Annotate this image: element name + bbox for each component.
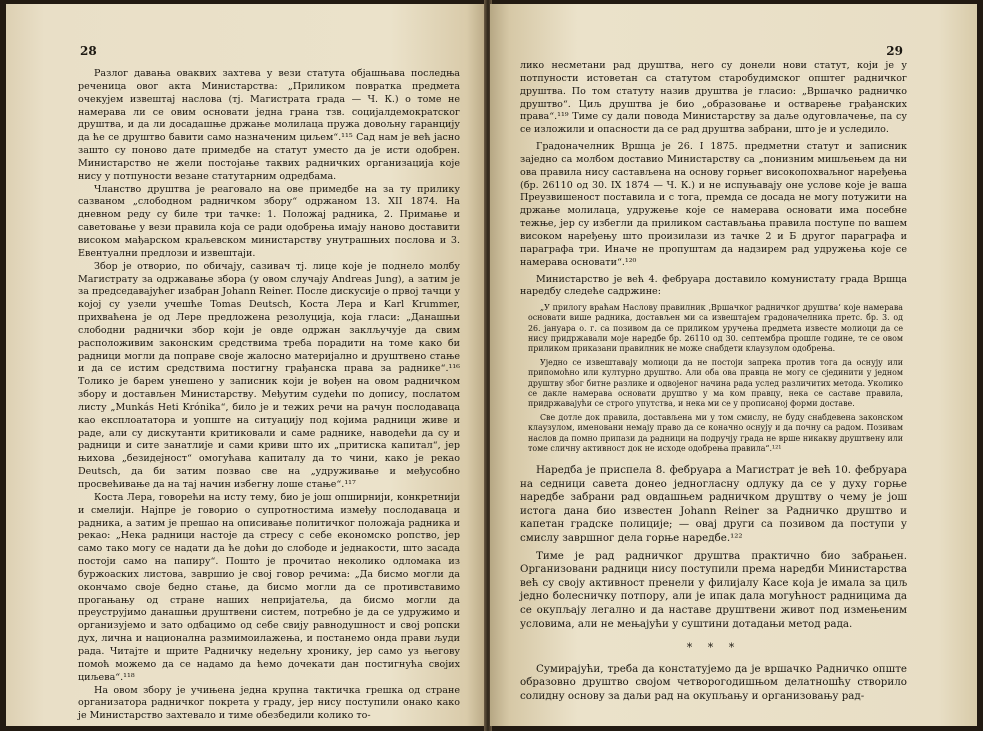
right-page	[490, 4, 977, 726]
paragraph: Чланство друштва је реаговало на ове примедбе на за ту прилику сазваном „слободном радничком збору“ одржаном 13. XII 1874. На дневном реду су биле три тачке: 1. Положај радника, 2. Примање и саветовање у вези правила која се ради одобрења имају наново доставити високом мађарском краљевском министарству унутрашњих послова и 3. Евентуални предлози и извештаји.	[78, 183, 460, 259]
page-number-left: 28	[80, 44, 97, 58]
left-page-text	[78, 68, 460, 723]
section-separator: * * *	[686, 641, 741, 655]
large-text-section	[520, 464, 907, 704]
block-quote	[528, 303, 903, 454]
paragraph: Тиме је рад радничког друштва практично био забрањен. Организовани радници нису поступили према наредби Министарства већ су своју активност пренели у филијалу Касе која је имала за циљ једно болесничку потпору, али је ипак дала могућност радницима да се окупљају легално и да наставе друштвени живот под измењеним условима, али не мењајући у суштини дотадањи метод рада.	[520, 549, 907, 630]
right-page-text	[520, 60, 907, 704]
paragraph: Наредба је приспела 8. фебруара а Магистрат је већ 10. фебруара на седници савета донео једногласну одлуку да се у духу горње наредбе забрани рад овдашњем радничком друштву о чему је још истога дана био известен Johann Reiner за Радничко друштво и капетан градске полиције; — овај други са позивом да поступи у смислу завршног дела горње наредбе.¹²²	[520, 464, 907, 544]
page-number-right: 29	[886, 44, 903, 58]
paragraph: Сумирајући, треба да констатујемо да је вршачко Радничко опште образовно друштво својом четворогодишњом делатношћу створило солидну основу за даљи рад на окупљању и организовању рад-	[520, 662, 907, 702]
paragraph: Министарство је већ 4. фебруара доставило комунистату града Вршца наредбу следеће садржине:	[520, 273, 907, 298]
paragraph: На овом збору је учињена једна крупна тактичка грешка од стране организатора радничког покрета у граду, јер нису поступили онако како је Министарство захтевало и тиме обезбедили колико то-	[78, 684, 460, 722]
paragraph: Коста Лера, говорећи на исту тему, био је још опширнији, конкретнији и смелији. Најпре је говорио о супротностима између послодаваца и радника, а затим је прешао на описивање политичког положаја радника и рекао: „Нека радници настоје да стресу с себе економско ропство, јер само тако могу се надати да ће доћи до слободе и једнакости, што засада постоји само на папиру“. Пошто је прочитао неколико одломака из буржоаских листова, завршио је свој говор речима: „Да бисмо могли да окончамо своје бедно стање, да бисмо могли да се противставимо прогањању од стране наших непријатеља, да бисмо могли да преуструјимо данашњи друштвени систем, потребно је да се удружимо и организујемо и зато одбацимо од себе свију равнодушност и свој ропски дух, лична и национална размимоилажења, и постанемо онда прави људи рада. Читајте и шрите Радничку недељну хронику, јер само уз његову помоћ можемо да се надамо да ћемо дочекати дан постигнућа својих циљева“.¹¹⁸	[78, 491, 460, 683]
quote-paragraph: „У прилогу враћам Наслову правилник ‚Вршачког радничког друштва‘ које намерава основати више радника, достављен ми са извештајем градоначелника претс. бр. 3. од 26. јануара о. г. са позивом да се приликом уручења предмета известе молиоци да се нису придржавали моје наредбе бр. 26110 од 30. септембра прошле године, те се овом приликом приказани правилник не може снабдети клаузулом одобрења.	[528, 303, 903, 353]
paragraph: Градоначелник Вршца је 26. I 1875. предметни статут и записник заједно са молбом доставио Министарству са „понизним мишљењем да ни ова правила нису састављена на основу горњег високопохваљног наређења (бр. 26110 од 30. IX 1874 — Ч. К.) и не испуњавају оне услове које је ваша Преузвишеност поставила и с тога, премда се досада не могу потужити на држање молилаца, удружење које се намерава основати има посебне тежње, јер су избегли да приликом састављања правила поступе по вашем високом наређењу што произилази из тачке 2 и Б другог параграфа и параграфа три. Иначе не пропуштам да надзирем рад удружења које се намерава основати“.¹²⁰	[520, 141, 907, 268]
paragraph: Збор је отворио, по обичају, сазивач тј. лице које је поднело молбу Магистрату за одржавање збора (у овом случају Andreas Jung), а затим је за председавајућег изабран Johann Reiner. После дискусије о првој тачци у којој су узели учешће Tomas Deutsch, Коста Лера и Karl Krummer, прихваћена је од Лере предложена резолуција, која гласи: „Данашњи слободни раднички збор који је овде одржан заклључује да свим расположивим законским средствима треба порадити на томе како би радници могли да поправе своје жалосно материјално и друштвено стање и да се истим средствима постигну грађанска права за раднике“.¹¹⁶ Толико је барем унешено у записник који је вођен на овом радничком збору и достављен Министарству. Међутим судећи по допису, послатом листу „Munkás Heti Krónika“, било је и тежих речи на рачун послодаваца као експлоататора и уопште на ситуацију под којима радници живе и раде, али су дискутанти критиковали и саме раднике, наводећи да су и радници и сите занатлије и сами криви што их „притиска капитал“, јер њихова „безидејност“ омогућава капиталу да то чини, како је рекао Deutsch, да би затим позвао све на „удруживање и међусобно просвећивање да на тај начин избегну лоше стање“.¹¹⁷	[78, 260, 460, 490]
paragraph: лико несметани рад друштва, него су донели нови статут, који је у потпуности истоветан са статутом старобудимског општег радничког друштва. По том статуту назив друштва је гласио: „Вршачко радничко друштво“. Циљ друштва је био „образовање и остварење грађанских права“.¹¹⁹ Тиме су дали повода Министарству за даље одуговлачење, па су се изложили и опасности да се рад друштва забрани, што је и уследило.	[520, 60, 907, 136]
quote-paragraph: Уједно се извештавају молиоци да не постоји запрека против тога да оснују или припомоћно или културно друштво. Али оба ова правца не могу се сјединити у једном друштву због битне разлике и одвојеног начина рада услед различитих метода. Уколико се дакле намерава основати друштво у ма ком правцу, нека се саставе правила, придржавајући се строго упутства, и нека ми се у прописаној форми доставе.	[528, 358, 903, 409]
quote-paragraph: Све дотле док правила, достављена ми у том смислу, не буду снабдевена законском клаузулом, именовани немају право да се коначно оснују и да почну са радом. Позивам наслов да помно припази да радници на подручју града не врше никакву друштвену или томе сличну активност док не исходе одобрења правила“.¹²¹	[528, 413, 903, 453]
left-page	[6, 4, 486, 726]
paragraph: Разлог давања оваквих захтева у вези статута објашњава последња реченица овог акта Министарства: „Приликом повратка предмета очекујем извештај наслова (тј. Магистрата града — Ч. К.) о томе не намерава ли се овим основати једна грана тзв. социјалдемократског друштва, и да ли досадашње држање молилаца пружа довољну гаранцију да ће се друштво бавити само назначеним циљем“.¹¹⁵ Сад нам је већ јасно зашто су поново дате примедбе на статут уместо да је исти одобрен. Министарство не жели постојање таквих радничких организација које нису у потпуности везане статутарним одредбама.	[78, 68, 460, 182]
